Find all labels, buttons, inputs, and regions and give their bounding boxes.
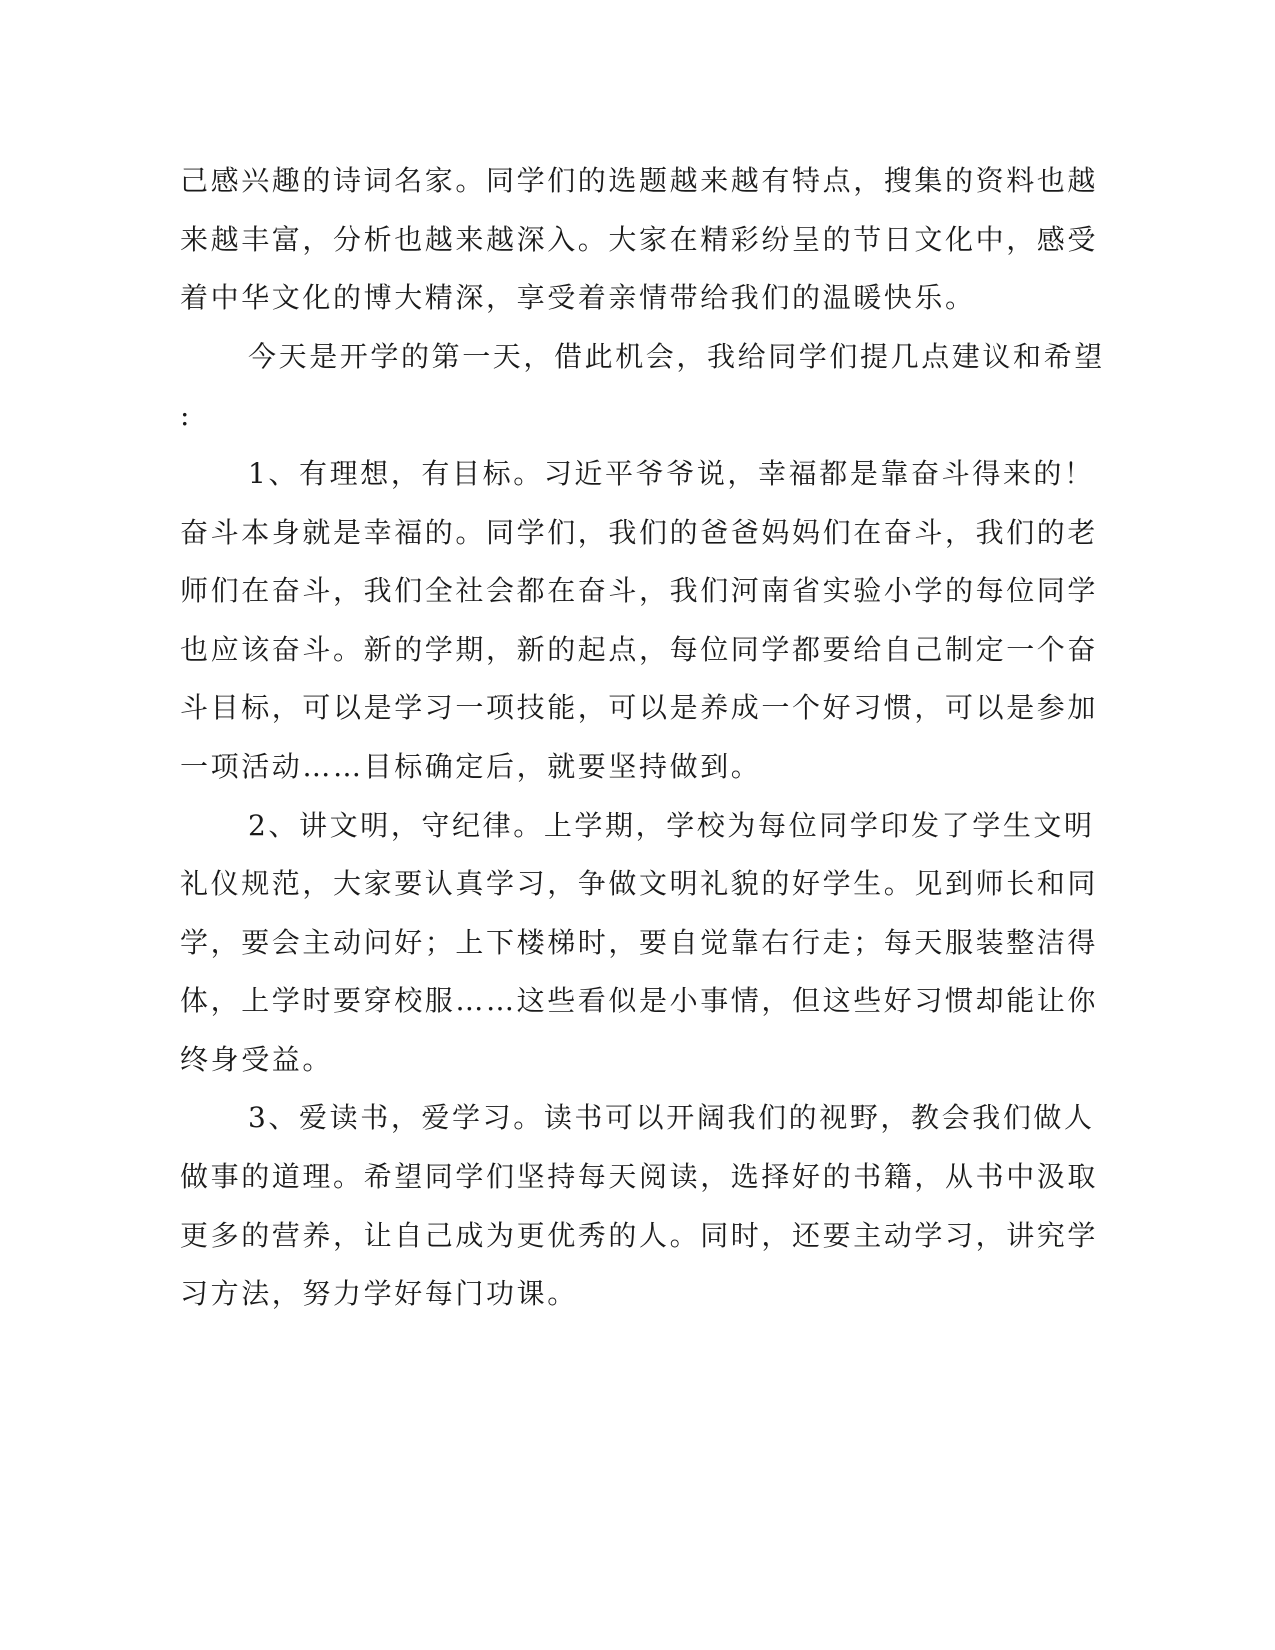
- text-line: 奋斗本身就是幸福的。同学们，我们的爸爸妈妈们在奋斗，我们的老: [180, 516, 1099, 549]
- text-line: 也应该奋斗。新的学期，新的起点，每位同学都要给自己制定一个奋: [180, 633, 1099, 666]
- text-line: 师们在奋斗，我们全社会都在奋斗，我们河南省实验小学的每位同学: [180, 574, 1099, 607]
- text-line: 斗目标，可以是学习一项技能，可以是养成一个好习惯，可以是参加: [180, 691, 1099, 724]
- text-line: 今天是开学的第一天，借此机会，我给同学们提几点建议和希望: [248, 340, 1105, 373]
- text-line: 着中华文化的博大精深，享受着亲情带给我们的温暖快乐。: [180, 281, 976, 314]
- text-line: 习方法，努力学好每门功课。: [180, 1277, 578, 1310]
- text-line: 终身受益。: [180, 1043, 334, 1076]
- text-line: 2、讲文明，守纪律。上学期，学校为每位同学印发了学生文明: [248, 809, 1095, 842]
- text-line: 一项活动……目标确定后，就要坚持做到。: [180, 750, 762, 783]
- text-line: 3、爱读书，爱学习。读书可以开阔我们的视野，教会我们做人: [248, 1101, 1095, 1134]
- text-line: 更多的营养，让自己成为更优秀的人。同时，还要主动学习，讲究学: [180, 1219, 1099, 1252]
- text-line: 体，上学时要穿校服……这些看似是小事情，但这些好习惯却能让你: [180, 984, 1099, 1017]
- text-line: 1、有理想，有目标。习近平爷爷说，幸福都是靠奋斗得来的！: [248, 457, 1095, 490]
- text-line: :: [180, 399, 193, 432]
- text-line: 做事的道理。希望同学们坚持每天阅读，选择好的书籍，从书中汲取: [180, 1160, 1099, 1193]
- text-line: 来越丰富，分析也越来越深入。大家在精彩纷呈的节日文化中，感受: [180, 223, 1099, 256]
- text-line: 学，要会主动问好；上下楼梯时，要自觉靠右行走；每天服装整洁得: [180, 926, 1099, 959]
- text-line: 己感兴趣的诗词名家。同学们的选题越来越有特点，搜集的资料也越: [180, 164, 1099, 197]
- text-line: 礼仪规范，大家要认真学习，争做文明礼貌的好学生。见到师长和同: [180, 867, 1099, 900]
